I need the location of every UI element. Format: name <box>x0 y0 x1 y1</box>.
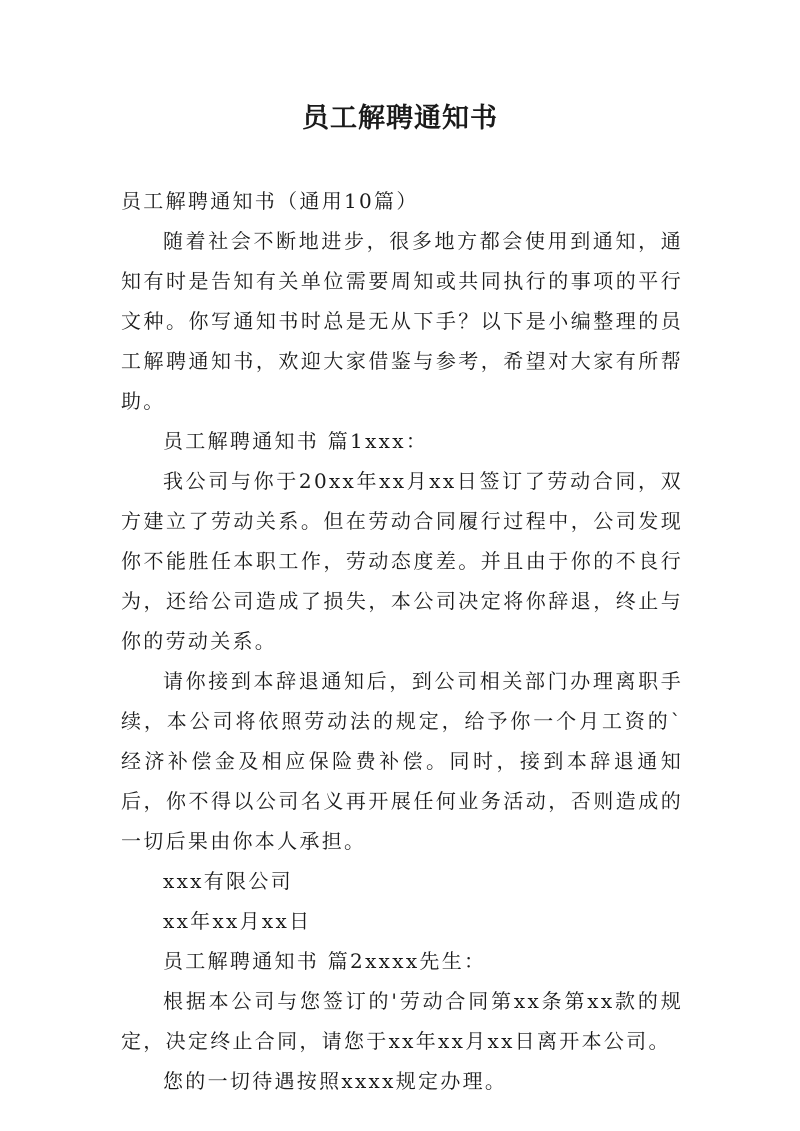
paragraph-procedures: 请你接到本辞退通知后，到公司相关部门办理离职手续，本公司将依照劳动法的规定，给予你一个月工资的`经济补偿金及相应保险费补偿。同时，接到本辞退通知后，你不得以公司名义再开展任何业务活动，否则造成的一切后果由你本人承担。 <box>121 669 683 853</box>
signature-date: xx年xx月xx日 <box>163 909 312 933</box>
section-heading-2: 员工解聘通知书 篇2xxxx先生： <box>163 949 487 973</box>
intro-paragraph: 随着社会不断地进步，很多地方都会使用到通知，通知有时是告知有关单位需要周知或共同执行的事项的平行文种。你写通知书时总是无从下手？以下是小编整理的员工解聘通知书，欢迎大家借鉴与参考，希望对大家有所帮助。 <box>121 229 683 413</box>
document-body <box>121 181 683 1101</box>
document-subtitle: 员工解聘通知书（通用10篇） <box>121 189 419 213</box>
paragraph-termination: 根据本公司与您签订的'劳动合同第xx条第xx款的规定，决定终止合同，请您于xx年xx月xx日离开本公司。 <box>121 989 683 1053</box>
paragraph-contract: 我公司与你于20xx年xx月xx日签订了劳动合同，双方建立了劳动关系。但在劳动合同履行过程中，公司发现你不能胜任本职工作，劳动态度差。并且由于你的不良行为，还给公司造成了损失，本公司决定将你辞退，终止与你的劳动关系。 <box>121 469 683 653</box>
company-signature: xxx有限公司 <box>163 869 293 893</box>
section-heading-1: 员工解聘通知书 篇1xxx： <box>163 429 429 453</box>
document-title: 员工解聘通知书 <box>302 103 498 134</box>
paragraph-benefits: 您的一切待遇按照xxxx规定办理。 <box>163 1069 508 1093</box>
